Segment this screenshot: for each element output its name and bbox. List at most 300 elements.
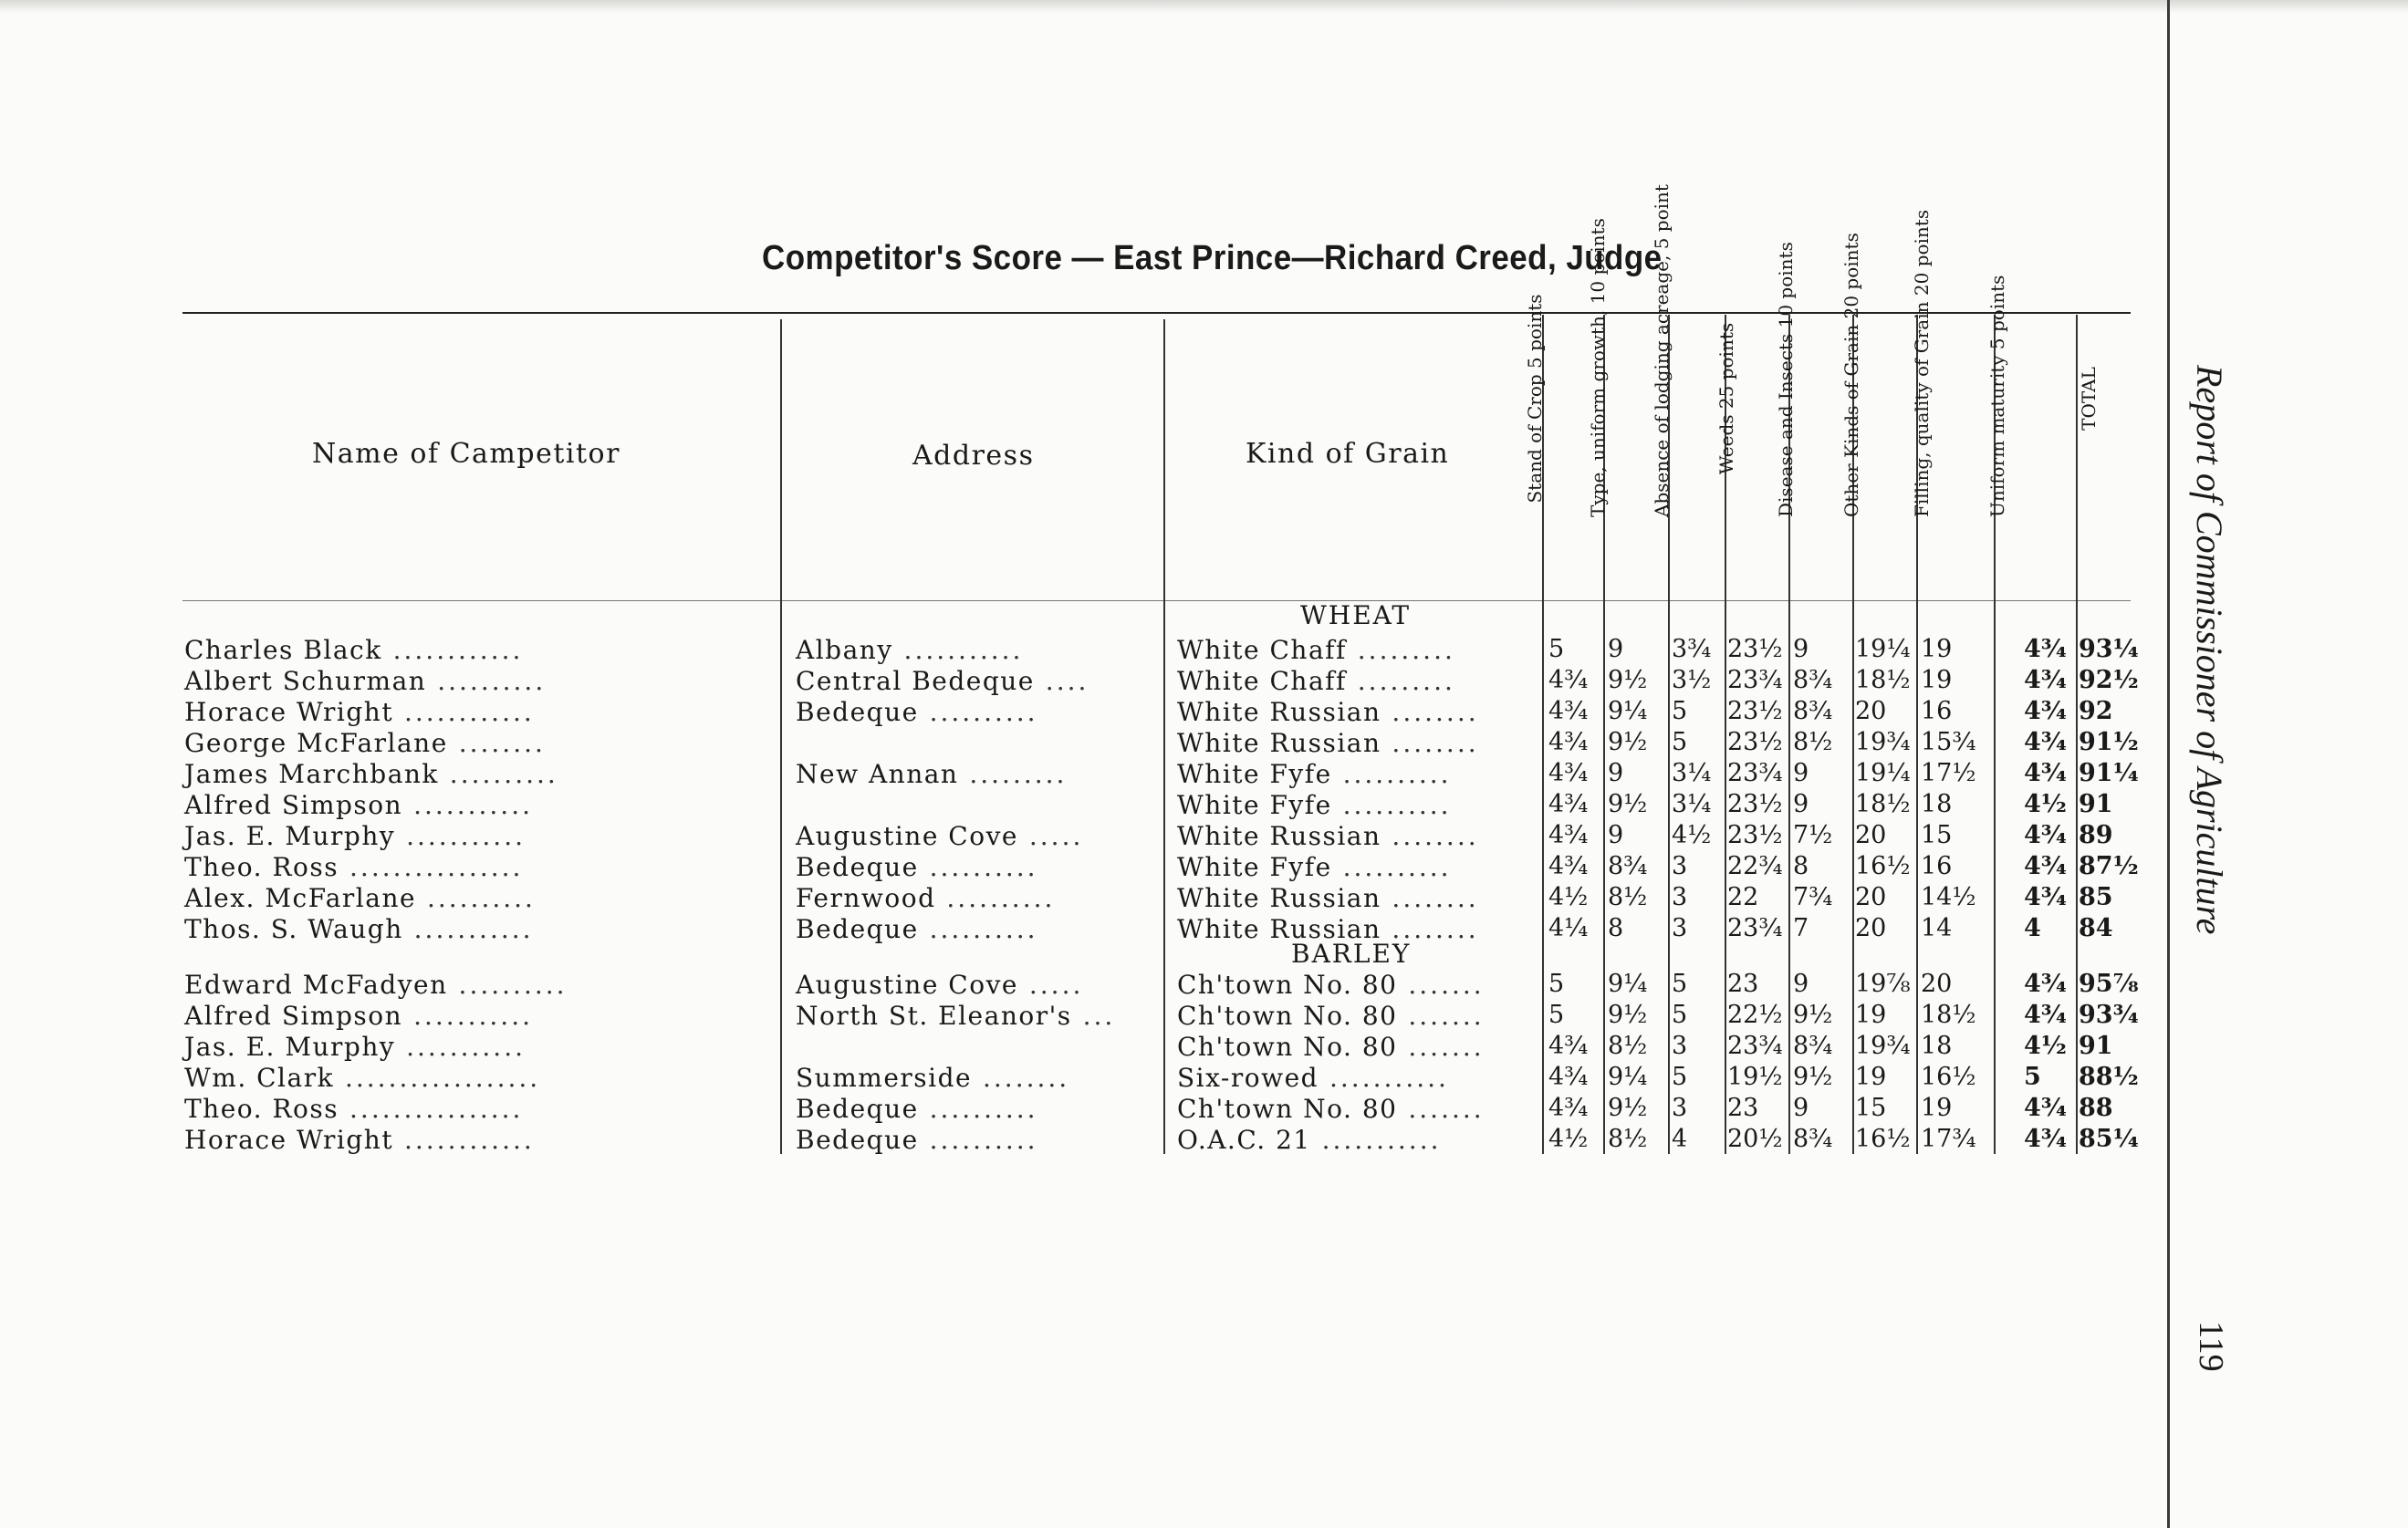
name-text: Theo. Ross <box>184 852 339 882</box>
leader-dots: .......... <box>438 759 558 789</box>
score-maturity: 4¾ <box>2024 759 2067 787</box>
cell-name <box>184 1063 540 1093</box>
leader-dots: ....... <box>1397 970 1485 1000</box>
score-filling: 17¾ <box>1921 1125 1976 1153</box>
header-weeds: Weeds 25 points <box>1715 322 1737 475</box>
cell-address <box>796 635 1023 665</box>
table-row <box>0 1125 2408 1156</box>
score-stand: 4¾ <box>1548 790 1589 818</box>
name-text: Alfred Simpson <box>184 790 403 820</box>
score-weeds: 23 <box>1727 970 1759 998</box>
grain-text: White Russian <box>1177 728 1381 758</box>
cell-name <box>184 666 546 696</box>
score-total: 92½ <box>2079 666 2139 694</box>
score-weeds: 23½ <box>1727 728 1783 756</box>
cell-name <box>184 970 568 1000</box>
cell-address <box>796 1063 1069 1093</box>
cell-grain <box>1177 1094 1485 1124</box>
table-row <box>0 759 2408 790</box>
score-total: 84 <box>2079 914 2113 942</box>
leader-dots: ... <box>1071 1001 1116 1031</box>
table-row <box>0 852 2408 883</box>
leader-dots: .......... <box>1331 790 1452 820</box>
score-type: 9¼ <box>1608 970 1648 998</box>
score-stand: 4¾ <box>1548 759 1589 787</box>
cell-address <box>796 883 1055 913</box>
score-type: 9½ <box>1608 1001 1648 1029</box>
scan-edge-shade <box>0 0 2408 13</box>
score-disease: 7½ <box>1793 821 1833 849</box>
score-other: 19⅞ <box>1855 970 1911 998</box>
score-type: 8½ <box>1608 1125 1648 1153</box>
name-text: Horace Wright <box>184 1125 394 1155</box>
score-weeds: 19½ <box>1727 1063 1783 1091</box>
table-row <box>0 635 2408 666</box>
header-other: Other Kinds of Grain 20 points <box>1840 233 1862 517</box>
score-type: 9½ <box>1608 790 1648 818</box>
leader-dots: ........ <box>1381 883 1479 913</box>
score-lodging: 3½ <box>1672 666 1712 694</box>
table-row <box>0 821 2408 852</box>
score-weeds: 22¾ <box>1727 852 1783 880</box>
score-filling: 15¾ <box>1921 728 1976 756</box>
score-lodging: 5 <box>1672 1063 1688 1091</box>
score-other: 20 <box>1855 821 1887 849</box>
header-filling: Filling, quality of Grain 20 points <box>1911 209 1933 517</box>
table-row <box>0 666 2408 697</box>
score-stand: 4¾ <box>1548 1094 1589 1122</box>
table-row <box>0 883 2408 914</box>
leader-dots: ............ <box>381 635 524 665</box>
score-maturity: 4¾ <box>2024 666 2067 694</box>
score-stand: 4¾ <box>1548 852 1589 880</box>
page-number-text: 119 <box>2192 1321 2230 1372</box>
name-text: James Marchbank <box>184 759 439 789</box>
cell-grain <box>1177 697 1479 727</box>
score-type: 8½ <box>1608 883 1648 911</box>
grain-text: Ch'town No. 80 <box>1177 1094 1398 1124</box>
score-weeds: 23¾ <box>1727 1032 1783 1060</box>
grain-text: Ch'town No. 80 <box>1177 970 1398 1000</box>
score-disease: 8¾ <box>1793 697 1833 725</box>
leader-dots: .......... <box>447 970 568 1000</box>
leader-dots: .................. <box>334 1063 541 1093</box>
address-text: Bedeque <box>796 697 919 727</box>
score-other: 19¼ <box>1855 759 1911 787</box>
score-total: 91 <box>2079 1032 2113 1060</box>
score-stand: 4¾ <box>1548 1032 1589 1060</box>
score-maturity: 4½ <box>2024 1032 2067 1060</box>
score-other: 15 <box>1855 1094 1887 1122</box>
score-maturity: 4¾ <box>2024 1125 2067 1153</box>
table-row <box>0 697 2408 728</box>
cell-grain <box>1177 1032 1485 1062</box>
name-text: Edward McFadyen <box>184 970 448 1000</box>
score-stand: 5 <box>1548 1001 1565 1029</box>
leader-dots: ....... <box>1397 1094 1485 1124</box>
leader-dots: .... <box>1034 666 1089 696</box>
cell-grain <box>1177 914 1479 944</box>
leader-dots: ........... <box>892 635 1024 665</box>
leader-dots: ........ <box>1381 728 1479 758</box>
score-maturity: 4 <box>2024 914 2041 942</box>
score-filling: 18½ <box>1921 1001 1976 1029</box>
score-stand: 4½ <box>1548 1125 1589 1153</box>
address-text: Augustine Cove <box>796 821 1018 851</box>
cell-name <box>184 914 534 944</box>
leader-dots: ............ <box>393 1125 535 1155</box>
address-text: Bedeque <box>796 1125 919 1155</box>
cell-address <box>796 666 1089 696</box>
leader-dots: ............ <box>393 697 535 727</box>
score-lodging: 5 <box>1672 728 1688 756</box>
score-total: 85¼ <box>2079 1125 2139 1153</box>
cell-grain <box>1177 1063 1449 1093</box>
score-type: 8½ <box>1608 1032 1648 1060</box>
cell-name <box>184 790 533 820</box>
cell-name <box>184 1125 535 1155</box>
score-disease: 7 <box>1793 914 1809 942</box>
score-disease: 9 <box>1793 790 1809 818</box>
header-disease: Disease and Insects 10 points <box>1775 242 1797 517</box>
score-stand: 4¾ <box>1548 728 1589 756</box>
score-total: 88 <box>2079 1094 2113 1122</box>
score-lodging: 3 <box>1672 1032 1688 1060</box>
score-other: 16½ <box>1855 852 1911 880</box>
score-type: 9 <box>1608 821 1624 849</box>
cell-name <box>184 1001 533 1031</box>
score-stand: 5 <box>1548 635 1565 663</box>
address-text: Bedeque <box>796 852 919 882</box>
grain-text: White Chaff <box>1177 666 1347 696</box>
table-row <box>0 1094 2408 1125</box>
table-row <box>0 790 2408 821</box>
score-maturity: 5 <box>2024 1063 2041 1091</box>
score-type: 9½ <box>1608 728 1648 756</box>
score-total: 91 <box>2079 790 2113 818</box>
table-row <box>0 728 2408 759</box>
leader-dots: ................ <box>339 852 524 882</box>
grain-text: White Russian <box>1177 697 1381 727</box>
section-wheat: WHEAT <box>1300 600 1412 630</box>
score-stand: 4¾ <box>1548 697 1589 725</box>
score-filling: 19 <box>1921 666 1953 694</box>
address-text: Fernwood <box>796 883 936 913</box>
cell-address <box>796 852 1038 882</box>
cell-address <box>796 697 1038 727</box>
cell-address <box>796 914 1038 944</box>
name-text: Theo. Ross <box>184 1094 339 1124</box>
cell-name <box>184 1094 523 1124</box>
table-row <box>0 1063 2408 1094</box>
grain-text: White Russian <box>1177 883 1381 913</box>
score-type: 9½ <box>1608 1094 1648 1122</box>
score-maturity: 4¾ <box>2024 821 2067 849</box>
grain-text: White Fyfe <box>1177 759 1332 789</box>
score-lodging: 3 <box>1672 852 1688 880</box>
score-maturity: 4¾ <box>2024 1094 2067 1122</box>
score-disease: 8¾ <box>1793 1032 1833 1060</box>
cell-grain <box>1177 666 1455 696</box>
score-filling: 15 <box>1921 821 1953 849</box>
score-lodging: 3¼ <box>1672 790 1712 818</box>
score-maturity: 4¾ <box>2024 728 2067 756</box>
score-type: 9¼ <box>1608 1063 1648 1091</box>
leader-dots: ........ <box>972 1063 1070 1093</box>
address-text: New Annan <box>796 759 959 789</box>
score-weeds: 23½ <box>1727 697 1783 725</box>
score-filling: 16 <box>1921 852 1953 880</box>
leader-dots: ........ <box>447 728 546 758</box>
cell-grain <box>1177 970 1485 1000</box>
score-other: 19 <box>1855 1001 1887 1029</box>
score-lodging: 3 <box>1672 883 1688 911</box>
header-grain: Kind of Grain <box>1246 438 1450 470</box>
header-name: Name of Campetitor <box>312 438 620 470</box>
score-disease: 9 <box>1793 635 1809 663</box>
cell-name <box>184 759 558 789</box>
cell-name <box>184 852 523 882</box>
leader-dots: ................ <box>339 1094 524 1124</box>
table-row <box>0 914 2408 945</box>
score-lodging: 5 <box>1672 1001 1688 1029</box>
score-maturity: 4¾ <box>2024 970 2067 998</box>
score-filling: 20 <box>1921 970 1953 998</box>
leader-dots: .......... <box>426 666 547 696</box>
score-stand: 5 <box>1548 970 1565 998</box>
name-text: Albert Schurman <box>184 666 427 696</box>
address-text: Albany <box>796 635 893 665</box>
score-filling: 19 <box>1921 635 1953 663</box>
name-text: Thos. S. Waugh <box>184 914 403 944</box>
leader-dots: ........... <box>402 1001 534 1031</box>
score-total: 85 <box>2079 883 2113 911</box>
grain-text: Ch'town No. 80 <box>1177 1001 1398 1031</box>
score-weeds: 23½ <box>1727 821 1783 849</box>
score-lodging: 3 <box>1672 1094 1688 1122</box>
table-row <box>0 970 2408 1001</box>
grain-text: White Fyfe <box>1177 790 1332 820</box>
score-other: 16½ <box>1855 1125 1911 1153</box>
cell-name <box>184 728 546 758</box>
score-disease: 8¾ <box>1793 666 1833 694</box>
address-text: North St. Eleanor's <box>796 1001 1072 1031</box>
score-maturity: 4¾ <box>2024 1001 2067 1029</box>
score-weeds: 22½ <box>1727 1001 1783 1029</box>
name-text: Wm. Clark <box>184 1063 335 1093</box>
score-maturity: 4¾ <box>2024 883 2067 911</box>
score-other: 20 <box>1855 697 1887 725</box>
score-stand: 4¾ <box>1548 1063 1589 1091</box>
leader-dots: ......... <box>1346 635 1455 665</box>
score-total: 88½ <box>2079 1063 2139 1091</box>
leader-dots: ..... <box>1017 970 1084 1000</box>
leader-dots: ........... <box>395 821 526 851</box>
table-top-rule <box>182 312 2131 314</box>
score-type: 9½ <box>1608 666 1648 694</box>
score-type: 9 <box>1608 635 1624 663</box>
score-weeds: 23½ <box>1727 790 1783 818</box>
score-total: 92 <box>2079 697 2113 725</box>
name-text: George McFarlane <box>184 728 448 758</box>
leader-dots: ........... <box>402 914 534 944</box>
score-lodging: 3¼ <box>1672 759 1712 787</box>
cell-address <box>796 1125 1038 1155</box>
leader-dots: ........ <box>1381 821 1479 851</box>
header-address: Address <box>912 440 1035 472</box>
score-other: 19¾ <box>1855 1032 1911 1060</box>
score-disease: 9 <box>1793 759 1809 787</box>
score-type: 9 <box>1608 759 1624 787</box>
score-filling: 18 <box>1921 1032 1953 1060</box>
score-stand: 4¼ <box>1548 914 1589 942</box>
leader-dots: ........... <box>1310 1125 1442 1155</box>
score-disease: 7¾ <box>1793 883 1833 911</box>
cell-name <box>184 697 535 727</box>
score-filling: 16½ <box>1921 1063 1976 1091</box>
leader-dots: .......... <box>918 852 1038 882</box>
section-barley: BARLEY <box>1291 939 1412 969</box>
grain-text: White Chaff <box>1177 635 1347 665</box>
running-head-text: Report of Commissioner of Agriculture <box>2189 365 2230 935</box>
name-text: Charles Black <box>184 635 382 665</box>
score-lodging: 3 <box>1672 914 1688 942</box>
score-weeds: 20½ <box>1727 1125 1783 1153</box>
score-total: 93¼ <box>2079 635 2139 663</box>
leader-dots: ......... <box>1346 666 1455 696</box>
score-weeds: 22 <box>1727 883 1759 911</box>
score-total: 87½ <box>2079 852 2139 880</box>
score-other: 20 <box>1855 883 1887 911</box>
name-text: Jas. E. Murphy <box>184 1032 396 1062</box>
score-maturity: 4½ <box>2024 790 2067 818</box>
leader-dots: ........ <box>1381 697 1479 727</box>
header-stand: Stand of Crop 5 points <box>1524 294 1546 504</box>
address-text: Bedeque <box>796 1094 919 1124</box>
name-text: Alfred Simpson <box>184 1001 403 1031</box>
grain-text: Six-rowed <box>1177 1063 1319 1093</box>
score-disease: 9½ <box>1793 1063 1833 1091</box>
score-other: 20 <box>1855 914 1887 942</box>
header-type: Type, uniform growth, 10 points <box>1587 218 1609 517</box>
score-maturity: 4¾ <box>2024 635 2067 663</box>
grain-text: O.A.C. 21 <box>1177 1125 1311 1155</box>
score-weeds: 23½ <box>1727 635 1783 663</box>
name-text: Jas. E. Murphy <box>184 821 396 851</box>
leader-dots: ........... <box>1319 1063 1449 1093</box>
cell-address <box>796 1094 1038 1124</box>
cell-name <box>184 1032 526 1062</box>
header-lodging: Absence of lodging acreage, 5 point <box>1651 184 1673 517</box>
leader-dots: ........ <box>1381 914 1479 944</box>
score-maturity: 4¾ <box>2024 697 2067 725</box>
leader-dots: ........... <box>395 1032 526 1062</box>
score-weeds: 23¾ <box>1727 666 1783 694</box>
score-total: 91½ <box>2079 728 2139 756</box>
name-text: Alex. McFarlane <box>184 883 417 913</box>
leader-dots: ........... <box>402 790 534 820</box>
cell-name <box>184 635 523 665</box>
score-weeds: 23 <box>1727 1094 1759 1122</box>
leader-dots: .......... <box>918 1094 1038 1124</box>
cell-name <box>184 883 536 913</box>
score-lodging: 5 <box>1672 970 1688 998</box>
leader-dots: ....... <box>1397 1032 1485 1062</box>
leader-dots: .......... <box>935 883 1056 913</box>
score-filling: 14 <box>1921 914 1953 942</box>
address-text: Augustine Cove <box>796 970 1018 1000</box>
score-weeds: 23¾ <box>1727 759 1783 787</box>
grain-text: White Russian <box>1177 914 1381 944</box>
score-type: 8¾ <box>1608 852 1648 880</box>
table-row <box>0 1032 2408 1063</box>
cell-name <box>184 821 526 851</box>
score-lodging: 3¾ <box>1672 635 1712 663</box>
score-lodging: 4½ <box>1672 821 1712 849</box>
leader-dots: .......... <box>1331 852 1452 882</box>
leader-dots: ..... <box>1017 821 1084 851</box>
score-weeds: 23¾ <box>1727 914 1783 942</box>
grain-text: White Russian <box>1177 821 1381 851</box>
page-title: Competitor's Score — East Prince—Richard Creed, Judge <box>762 239 1663 277</box>
score-disease: 9 <box>1793 1094 1809 1122</box>
cell-grain <box>1177 1001 1485 1031</box>
address-text: Central Bedeque <box>796 666 1035 696</box>
score-total: 89 <box>2079 821 2113 849</box>
header-maturity: Uniform maturity 5 points <box>1986 275 2008 517</box>
score-other: 18½ <box>1855 666 1911 694</box>
score-maturity: 4¾ <box>2024 852 2067 880</box>
cell-grain <box>1177 790 1452 820</box>
leader-dots: ......... <box>958 759 1068 789</box>
leader-dots: .......... <box>918 1125 1038 1155</box>
cell-address <box>796 970 1083 1000</box>
score-lodging: 4 <box>1672 1125 1688 1153</box>
score-filling: 19 <box>1921 1094 1953 1122</box>
score-disease: 8 <box>1793 852 1809 880</box>
score-filling: 16 <box>1921 697 1953 725</box>
score-filling: 14½ <box>1921 883 1976 911</box>
address-text: Summerside <box>796 1063 973 1093</box>
score-type: 9¼ <box>1608 697 1648 725</box>
score-other: 18½ <box>1855 790 1911 818</box>
leader-dots: .......... <box>1331 759 1452 789</box>
cell-grain <box>1177 635 1455 665</box>
cell-grain <box>1177 821 1479 851</box>
score-filling: 17½ <box>1921 759 1976 787</box>
cell-grain <box>1177 883 1479 913</box>
score-type: 8 <box>1608 914 1624 942</box>
score-total: 95⅞ <box>2079 970 2139 998</box>
leader-dots: .......... <box>918 697 1038 727</box>
table-row <box>0 1001 2408 1032</box>
score-total: 91¼ <box>2079 759 2139 787</box>
score-disease: 8½ <box>1793 728 1833 756</box>
name-text: Horace Wright <box>184 697 394 727</box>
score-stand: 4¾ <box>1548 666 1589 694</box>
leader-dots: .......... <box>918 914 1038 944</box>
score-disease: 9½ <box>1793 1001 1833 1029</box>
cell-grain <box>1177 1125 1442 1155</box>
score-other: 19¾ <box>1855 728 1911 756</box>
score-stand: 4½ <box>1548 883 1589 911</box>
header-total: TOTAL <box>2078 367 2100 431</box>
score-stand: 4¾ <box>1548 821 1589 849</box>
header-bottom-rule <box>182 600 2131 601</box>
address-text: Bedeque <box>796 914 919 944</box>
score-filling: 18 <box>1921 790 1953 818</box>
score-total: 93¾ <box>2079 1001 2139 1029</box>
